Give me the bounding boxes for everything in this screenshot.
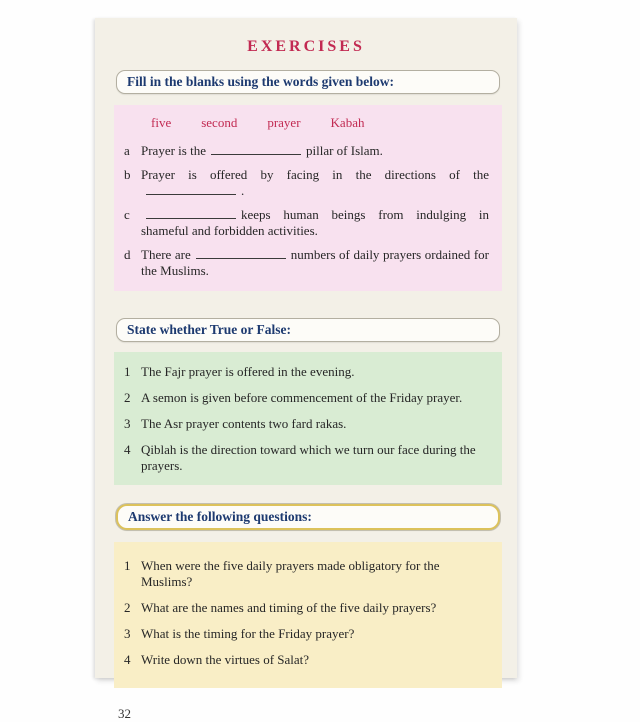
item-label: 3 (124, 626, 131, 641)
item-label: 2 (124, 390, 131, 405)
book-page (95, 18, 517, 721)
fill-item (114, 143, 502, 159)
item-label: 1 (124, 364, 131, 379)
page-number: 32 (118, 706, 131, 721)
true-false-item (114, 364, 502, 380)
word-bank-item: five (151, 115, 172, 130)
question-item (114, 600, 502, 616)
questions-box (114, 542, 502, 688)
item-label: 3 (124, 416, 131, 431)
item-label: 4 (124, 442, 131, 457)
item-label: 2 (124, 600, 131, 615)
item-text (141, 167, 502, 199)
item-text: The Fajr prayer is offered in the evening. (141, 364, 355, 379)
item-text-post: numbers of daily prayers ordained for the Muslims. (141, 247, 489, 278)
item-label: a (124, 143, 130, 158)
fill-in-blanks-box (114, 105, 502, 291)
item-text: What is the timing for the Friday prayer? (141, 626, 355, 641)
fill-item (114, 247, 502, 279)
item-text-pre: Prayer is the (141, 143, 206, 158)
question-item (114, 626, 502, 642)
item-label: 1 (124, 558, 131, 573)
item-text (141, 143, 502, 159)
section-header-fill-in-blanks (116, 70, 500, 94)
fill-item (114, 207, 502, 239)
true-false-box (114, 352, 502, 485)
item-text (141, 247, 502, 279)
blank-line (146, 208, 236, 219)
section-header-true-false (116, 318, 500, 342)
section-header-label: State whether True or False: (127, 322, 291, 337)
blank-line (211, 144, 301, 155)
word-bank-item: prayer (267, 115, 301, 130)
item-label: b (124, 167, 131, 182)
section-header-label: Answer the following questions: (128, 509, 312, 524)
item-text: When were the five daily prayers made obligatory for the Muslims? (141, 558, 440, 589)
item-text: A semon is given before commencement of the Friday prayer. (141, 390, 463, 405)
true-false-item (114, 390, 502, 406)
item-text (141, 207, 502, 239)
word-bank-item: Kabah (330, 115, 365, 130)
item-label: c (124, 207, 130, 222)
section-header-label: Fill in the blanks using the words given below: (127, 74, 395, 89)
fill-item (114, 167, 502, 199)
item-text-pre: There are (141, 247, 191, 262)
item-text-post: . (241, 183, 245, 198)
item-text-post: pillar of Islam. (305, 143, 383, 158)
word-bank-item: second (201, 115, 238, 130)
true-false-item (114, 442, 502, 474)
question-item (114, 558, 502, 590)
word-bank (114, 115, 502, 131)
blank-line (146, 184, 236, 195)
item-text-pre: Prayer is offered by facing in the directions of the (141, 167, 489, 182)
blank-line (196, 248, 286, 259)
section-header-questions (116, 504, 500, 530)
page-title: EXERCISES (247, 38, 365, 55)
item-text: Qiblah is the direction toward which we turn our face during the prayers. (141, 442, 476, 473)
item-label: 4 (124, 652, 131, 667)
true-false-item (114, 416, 502, 432)
item-text: Write down the virtues of Salat? (141, 652, 310, 667)
item-text: What are the names and timing of the five daily prayers? (141, 600, 437, 615)
item-text-post: keeps human beings from indulging in shameful and forbidden activities. (141, 207, 489, 238)
item-text: The Asr prayer contents two fard rakas. (141, 416, 347, 431)
item-label: d (124, 247, 131, 262)
question-item (114, 652, 502, 668)
